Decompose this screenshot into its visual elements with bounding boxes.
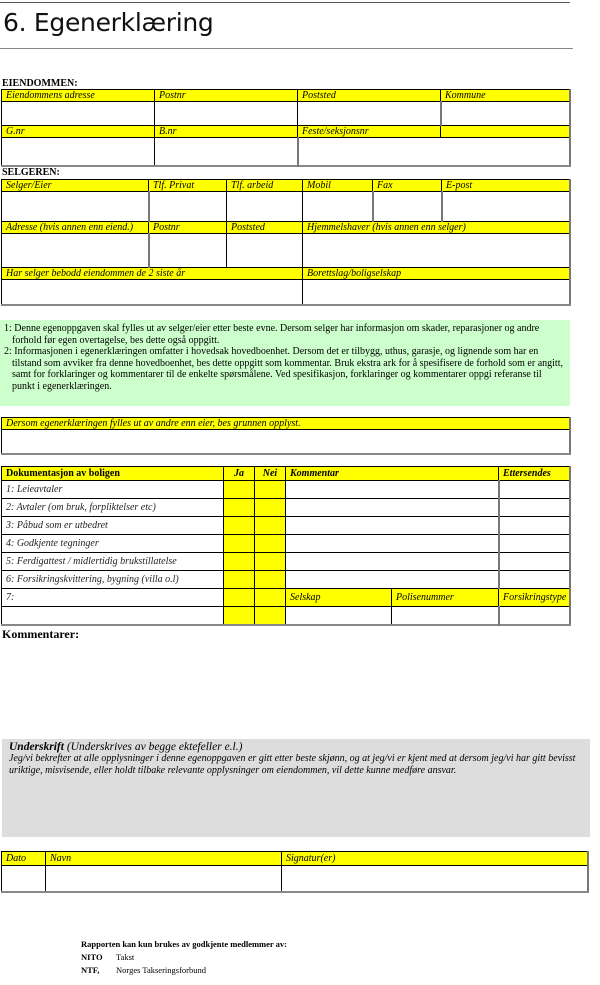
footer-org-abbr: NTF,	[81, 965, 100, 975]
label-date: Dato	[2, 852, 46, 866]
doc-yes-cell[interactable]	[224, 535, 255, 553]
doc-yes-cell[interactable]	[224, 553, 255, 571]
footer-org	[81, 951, 287, 964]
field-other-than-owner[interactable]	[2, 430, 571, 454]
field-lived-two-years[interactable]	[2, 280, 303, 305]
signature-box	[2, 739, 590, 837]
label-property-kommune: Kommune	[441, 90, 571, 102]
field-mobile[interactable]	[303, 192, 373, 222]
footer-org	[81, 964, 287, 977]
top-rule	[0, 2, 570, 3]
field-borettslag[interactable]	[303, 280, 571, 305]
label-feste-seksjonsnr: Feste/seksjonsnr	[298, 126, 441, 138]
field-signatures[interactable]	[282, 866, 589, 892]
field-property-poststed[interactable]	[298, 102, 441, 126]
property-table	[1, 89, 571, 167]
field-policy-number[interactable]	[392, 607, 499, 625]
doc-row-label: 6: Forsikringskvittering, bygning (villa o.l)	[2, 571, 224, 589]
title-rule	[0, 48, 573, 49]
doc-no-cell[interactable]	[255, 607, 286, 625]
doc-row-label: 3: Påbud som er utbedret	[2, 517, 224, 535]
doc-comment-cell[interactable]	[286, 535, 499, 553]
signature-title-line	[9, 741, 583, 753]
field-property-postnr[interactable]	[155, 102, 298, 126]
label-mobile: Mobil	[303, 180, 373, 192]
page-title: 6. Egenerklæring	[3, 8, 214, 37]
label-phone-private: Tlf. Privat	[149, 180, 227, 192]
doc-yes-cell[interactable]	[224, 517, 255, 535]
field-date[interactable]	[2, 866, 46, 892]
field-phone-work[interactable]	[227, 192, 303, 222]
field-insurance-company[interactable]	[286, 607, 392, 625]
field-gnr[interactable]	[2, 138, 155, 166]
doc-row-label: 1: Leieavtaler	[2, 481, 224, 499]
doc-yes-cell[interactable]	[224, 571, 255, 589]
header-later: Ettersendes	[499, 467, 571, 481]
footer-heading: Rapporten kan kun brukes av godkjente medlemmer av:	[81, 939, 287, 949]
doc-later-cell[interactable]	[499, 535, 571, 553]
doc-comment-cell[interactable]	[286, 553, 499, 571]
signature-declaration: Jeg/vi bekrefter at alle opplysninger i denne egenoppgaven er gitt etter beste skjønn, og at jeg/vi er kjent med at dersom jeg/vi har gitt bevisst uriktige, misvisende, eller holdt tilbake relevante opplysninger om eiendommen, vil dette kunne medføre ansvar.	[9, 753, 576, 776]
label-lived-two-years: Har selger bebodd eiendommen de 2 siste år	[2, 268, 303, 280]
doc-later-cell[interactable]	[499, 481, 571, 499]
field-name[interactable]	[46, 866, 282, 892]
doc-comment-cell[interactable]	[286, 571, 499, 589]
instruction-1: 1: Denne egenoppgaven skal fylles ut av selger/eier etter beste evne. Dersom selger har informasjon om skader, reparasjoner og andre forhold før egen overtagelse, bes dette også oppgitt.	[4, 323, 540, 346]
header-yes: Ja	[224, 467, 255, 481]
footer-org-name: Takst	[116, 952, 135, 962]
field-bnr[interactable]	[155, 138, 298, 166]
label-hjemmelshaver: Hjemmelshaver (hvis annen enn selger)	[303, 222, 571, 234]
doc-row-label: 5: Ferdigattest / midlertidig brukstillatelse	[2, 553, 224, 571]
field-email[interactable]	[442, 192, 571, 222]
field-insurance-type[interactable]	[499, 607, 571, 625]
seller-table	[1, 179, 571, 306]
field-property-address[interactable]	[2, 102, 155, 126]
label-seller-owner: Selger/Eier	[2, 180, 149, 192]
doc-later-cell[interactable]	[499, 517, 571, 535]
label-empty	[441, 126, 571, 138]
label-property-address: Eiendommens adresse	[2, 90, 155, 102]
field-feste-seksjonsnr[interactable]	[298, 138, 571, 166]
field-seller-postnr[interactable]	[149, 234, 227, 268]
label-signatures: Signatur(er)	[282, 852, 589, 866]
label-phone-work: Tlf. arbeid	[227, 180, 303, 192]
other-than-owner-table	[1, 417, 571, 455]
header-documentation: Dokumentasjon av boligen	[2, 467, 224, 481]
doc-no-cell[interactable]	[255, 571, 286, 589]
doc-later-cell[interactable]	[499, 499, 571, 517]
section-label-selgeren: SELGEREN:	[2, 167, 60, 178]
doc-no-cell[interactable]	[255, 589, 286, 607]
doc-no-cell[interactable]	[255, 517, 286, 535]
label-seller-postnr: Postnr	[149, 222, 227, 234]
instructions-box	[0, 320, 570, 406]
doc-comment-cell[interactable]	[286, 499, 499, 517]
label-property-postnr: Postnr	[155, 90, 298, 102]
doc-row-label: 2: Avtaler (om bruk, forpliktelser etc)	[2, 499, 224, 517]
section-label-eiendommen: EIENDOMMEN:	[2, 78, 78, 89]
signature-title: Underskrift	[9, 741, 64, 753]
doc-yes-cell[interactable]	[224, 607, 255, 625]
label-insurance-company: Selskap	[286, 589, 392, 607]
label-borettslag: Borettslag/boligselskap	[303, 268, 571, 280]
doc-row-label: 4: Godkjente tegninger	[2, 535, 224, 553]
field-seller-address[interactable]	[2, 234, 149, 268]
doc-no-cell[interactable]	[255, 535, 286, 553]
label-other-than-owner: Dersom egenerklæringen fylles ut av andre enn eier, bes grunnen opplyst.	[2, 418, 571, 430]
label-name: Navn	[46, 852, 282, 866]
label-policy-number: Polisenummer	[392, 589, 499, 607]
label-bnr: B.nr	[155, 126, 298, 138]
footer-org-name: Norges Takseringsforbund	[116, 965, 206, 975]
label-seller-poststed: Poststed	[227, 222, 303, 234]
comments-label: Kommentarer:	[2, 627, 80, 641]
header-comment: Kommentar	[286, 467, 499, 481]
label-seller-address: Adresse (hvis annen enn eiend.)	[2, 222, 149, 234]
field-phone-private[interactable]	[149, 192, 227, 222]
doc-comment-cell[interactable]	[286, 517, 499, 535]
documentation-table	[1, 466, 571, 626]
signature-subtitle: (Underskrives av begge ektefeller e.l.)	[66, 741, 243, 753]
comments-area[interactable]	[0, 642, 570, 734]
doc-no-cell[interactable]	[255, 481, 286, 499]
doc-yes-cell[interactable]	[224, 481, 255, 499]
doc-yes-cell[interactable]	[224, 499, 255, 517]
label-property-poststed: Poststed	[298, 90, 441, 102]
doc-yes-cell[interactable]	[224, 589, 255, 607]
doc-row-label: 7:	[2, 589, 224, 607]
field-seller-owner[interactable]	[2, 192, 149, 222]
label-email: E-post	[442, 180, 571, 192]
field-property-kommune[interactable]	[441, 102, 571, 126]
doc-row-extra[interactable]	[2, 607, 224, 625]
header-no: Nei	[255, 467, 286, 481]
field-seller-poststed[interactable]	[227, 234, 303, 268]
signature-table	[1, 851, 589, 893]
doc-no-cell[interactable]	[255, 499, 286, 517]
doc-no-cell[interactable]	[255, 553, 286, 571]
label-fax: Fax	[373, 180, 442, 192]
doc-later-cell[interactable]	[499, 553, 571, 571]
doc-comment-cell[interactable]	[286, 481, 499, 499]
doc-later-cell[interactable]	[499, 571, 571, 589]
label-gnr: G.nr	[2, 126, 155, 138]
footer	[81, 938, 287, 977]
footer-org-abbr: NITO	[81, 952, 103, 962]
label-insurance-type: Forsikringstype	[499, 589, 571, 607]
field-fax[interactable]	[373, 192, 442, 222]
field-hjemmelshaver[interactable]	[303, 234, 571, 268]
instruction-2: 2: Informasjonen i egenerklæringen omfatter i hovedsak hovedboenhet. Dersom det er tilbygg, uthus, garasje, og lignende som har en tilstand som avviker fra denne hovedboenhet, bes dette oppgitt som kommentar. Bruk ekstra ark for å spesifisere de forhold som er angitt, samt for forklaringer og kommentarer til de enkelte spørsmålene. Ved spesifikasjon, forklaringer og kommentarer oppgi referanse til punkt i egenerklæringen.	[4, 346, 563, 392]
